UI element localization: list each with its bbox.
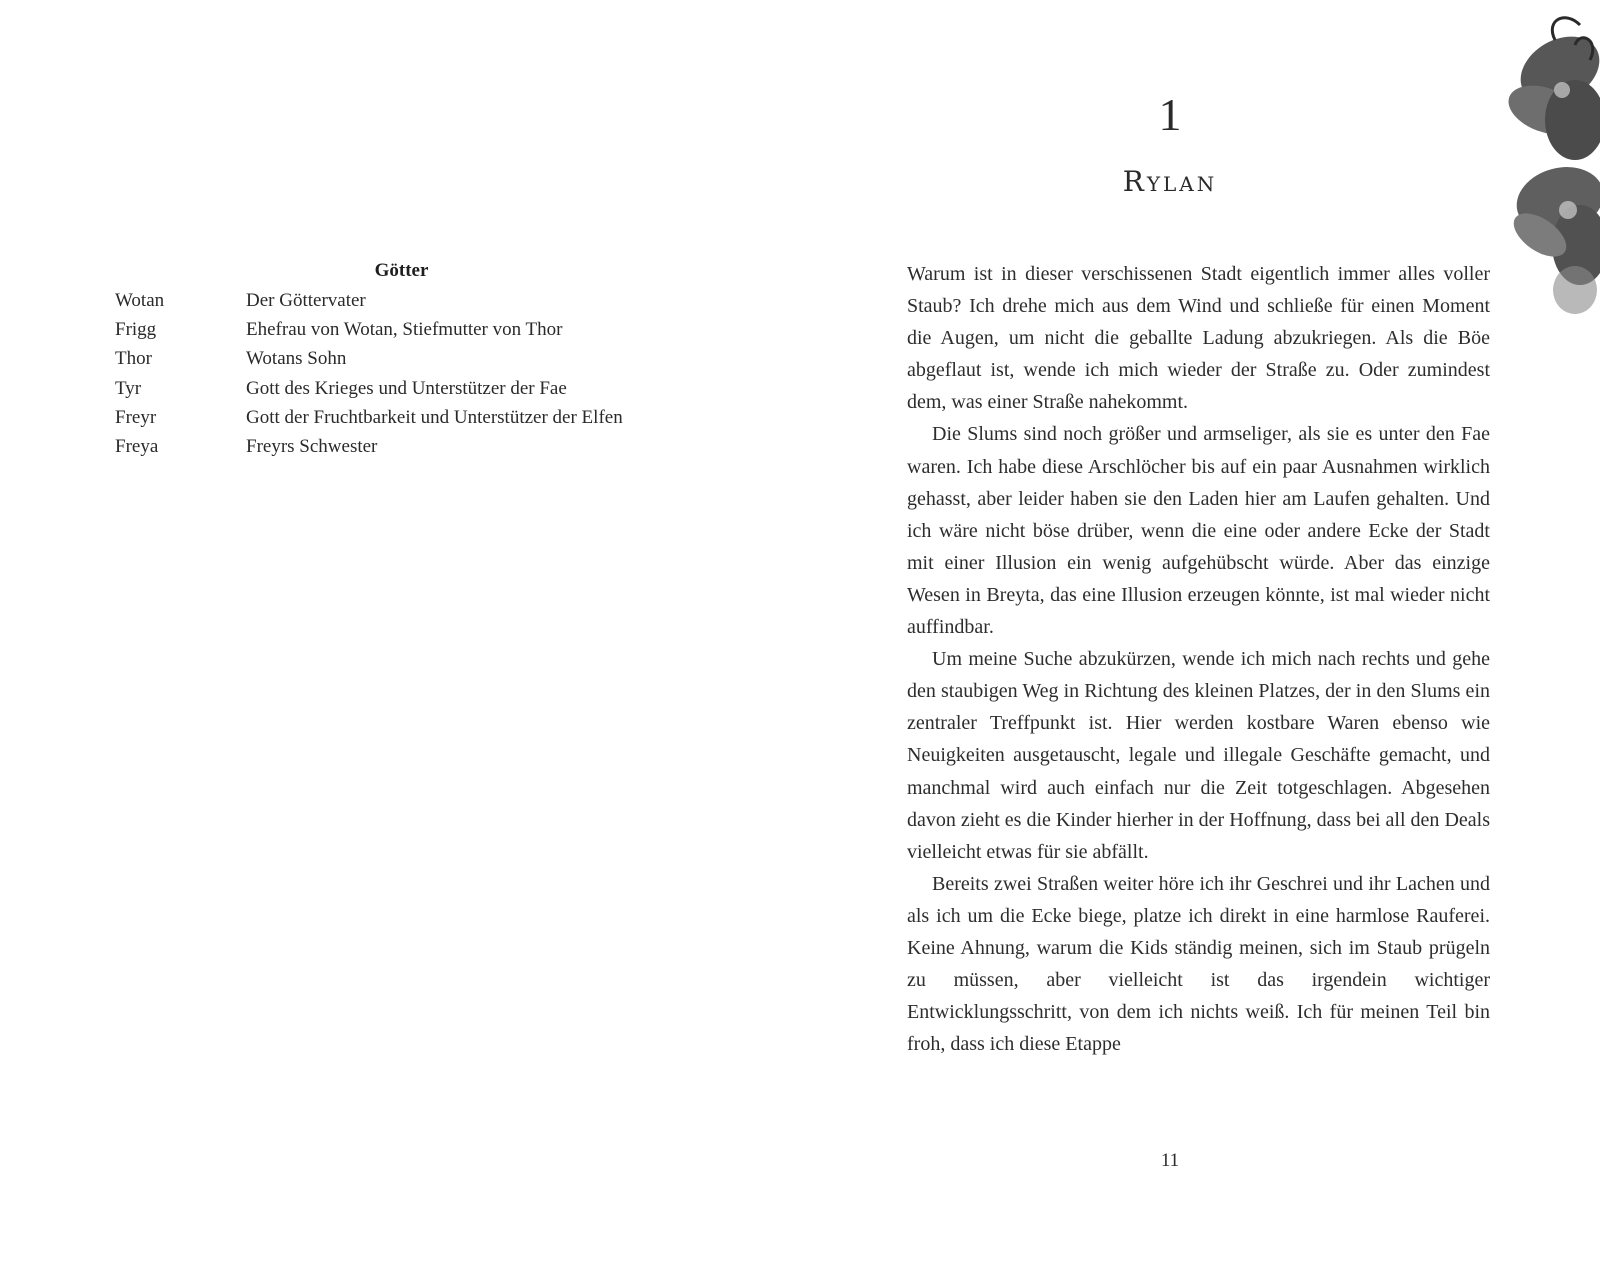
glossary-name: Wotan [115, 290, 165, 311]
paragraph: Um meine Suche abzukürzen, wende ich mich nach rechts und gehe den staubigen Weg in Richtung des kleinen Platzes, der in den Slums ein zentraler Treffpunkt ist. Hier werden kostbare Waren ebenso wie Neuigkeiten ausgetauscht, legale und illegale Geschäfte gemacht, und manchmal wird auch einfach nur die Zeit totgeschlagen. Abgesehen davon zieht es die Kinder hierher in der Hoffnung, dass bei all den Deals vielleicht etwas für sie abfällt. [907, 648, 1490, 863]
glossary-heading: Götter [374, 260, 429, 281]
glossary-description: Freyrs Schwester [246, 436, 378, 458]
glossary-name: Freyr [115, 406, 157, 428]
chapter-number: 1 [1158, 89, 1182, 140]
glossary-description: Gott der Fruchtbarkeit und Unterstützer der Elfen [246, 406, 623, 428]
glossary-description: Gott des Krieges und Unterstützer der Fae [246, 377, 567, 399]
glossary-entry [115, 403, 715, 432]
glossary-name: Frigg [115, 319, 157, 341]
glossary-entry [115, 374, 715, 403]
glossary-entry [115, 315, 715, 344]
chapter-title: Rylan [1122, 165, 1218, 198]
right-page [800, 0, 1600, 1274]
glossary-description: Ehefrau von Wotan, Stiefmutter von Thor [246, 319, 563, 341]
glossary-description: Der Göttervater [246, 290, 366, 311]
paragraph: Warum ist in dieser verschissenen Stadt eigentlich immer alles voller Staub? Ich drehe mich aus dem Wind und schließe für einen Moment die Augen, um nicht die geballte Ladung abzukriegen. Als die Böe abgeflaut ist, wende ich mich wieder der Straße zu. Oder zumindest dem, was einer Straße nahekommt. [907, 263, 1490, 414]
glossary-entry [115, 286, 715, 315]
glossary-entry [115, 344, 715, 373]
paragraph: Die Slums sind noch größer und armseliger, als sie es unter den Fae waren. Ich habe diese Arschlöcher bis auf ein paar Ausnahmen wirklich gehasst, aber leider haben sie den Laden hier am Laufen gehalten. Und ich wäre nicht böse drüber, wenn die eine oder andere Ecke der Stadt mit einer Illusion ein wenig aufgehübscht würde. Aber das einzige Wesen in Breyta, das eine Illusion erzeugen könnte, ist mal wieder nicht auffindbar. [907, 423, 1490, 639]
glossary-name: Freya [115, 436, 159, 458]
gods-glossary [115, 260, 715, 461]
glossary-entry [115, 432, 715, 461]
glossary-description: Wotans Sohn [246, 348, 347, 370]
glossary-name: Thor [115, 348, 152, 370]
chapter-body [907, 258, 1490, 1060]
paragraph: Bereits zwei Straßen weiter höre ich ihr Geschrei und ihr Lachen und als ich um die Ecke biege, platze ich direkt in eine harmlose Rauferei. Keine Ahnung, warum die Kids ständig meinen, sich im Staub prügeln zu müssen, aber vielleicht ist das irgendein wichtiger Entwicklungsschritt, von dem ich nichts weiß. Ich für meinen Teil bin froh, dass ich diese Etappe [907, 872, 1490, 1056]
page-number: 11 [1160, 1150, 1180, 1171]
glossary-name: Tyr [115, 377, 142, 399]
